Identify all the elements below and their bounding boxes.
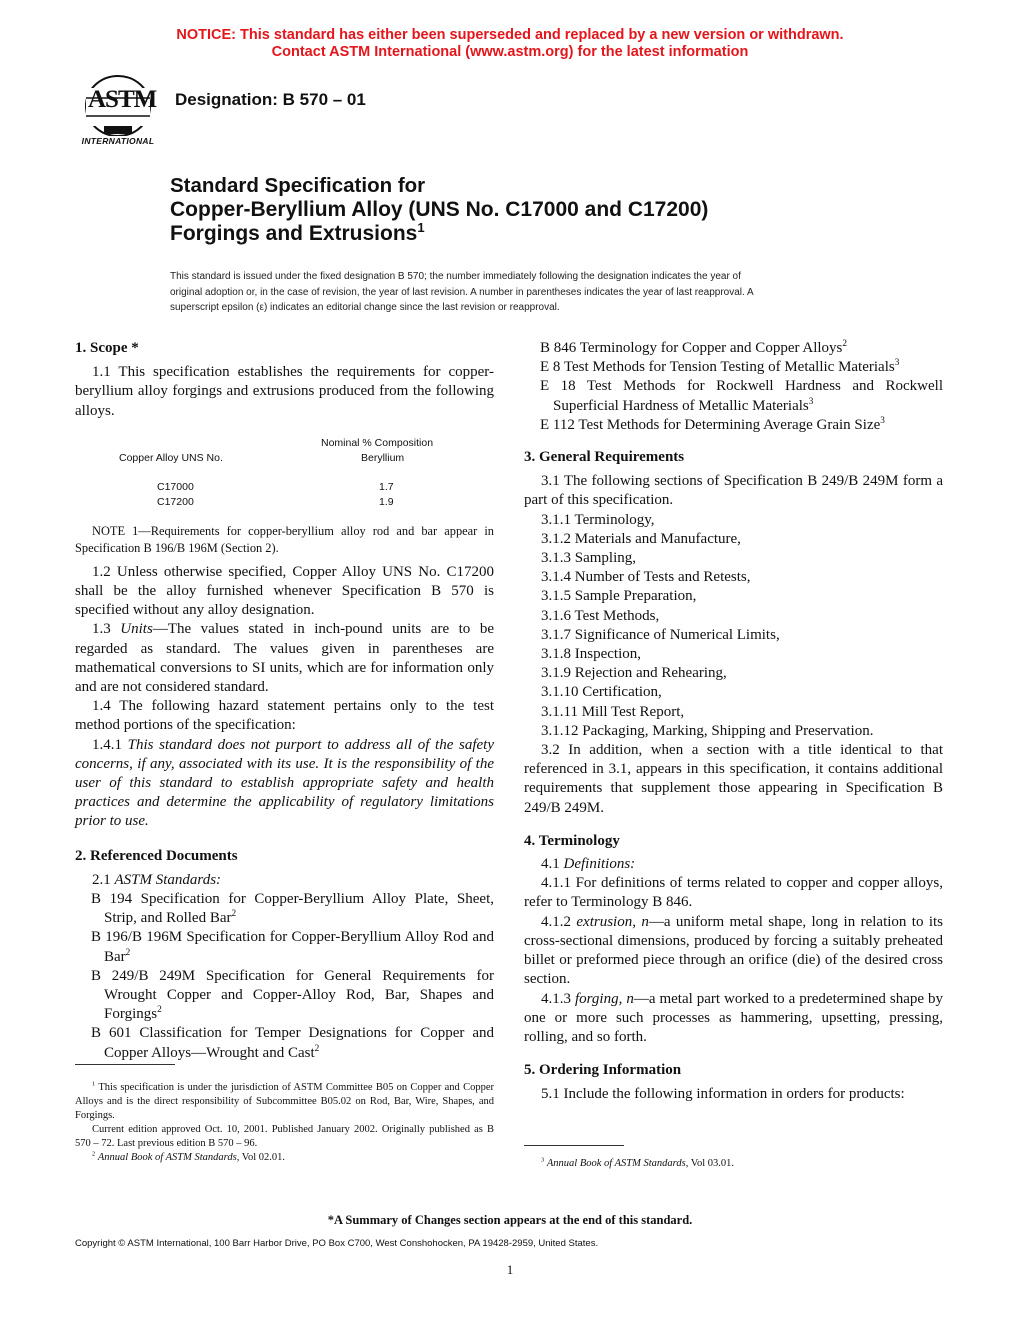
page-number: 1 [506,1262,514,1277]
ref-footnote-mark: 2 [125,947,131,958]
list-item: 3.1.9 Rejection and Rehearing, [541,665,727,682]
ref-footnote-mark: 3 [808,396,814,407]
para-1-4-1 [75,736,494,832]
footnote-rule-left [75,1064,175,1065]
section-1-heading: 1. Scope * [75,340,139,356]
ref-footnote-mark: 2 [157,1005,162,1016]
list-item: 3.1.6 Test Methods, [541,607,660,624]
summary-notice: *A Summary of Changes section appears at the end of this standard. [327,1213,693,1227]
ref-item-text: B 846 Terminology for Copper and Copper Alloys [540,340,843,356]
ref-item-text: B 601 Classification for Temper Designations for Copper and Copper Alloys—Wrought and Cast [91,1025,494,1061]
ref-item [540,377,943,415]
para-1-4-1-num: 1.4.1 [92,736,128,753]
para-5-1: 5.1 Include the following information in orders for products: [541,1086,905,1103]
footnote-2-text: , Vol 02.01. [236,1152,286,1163]
notice-banner [0,27,1020,61]
ref-item [540,339,943,358]
para-1-2: 1.2 Unless otherwise specified, Copper Alloy UNS No. C17200 shall be the alloy furnished whenever Specification B 570 is specified without any alloy designation. [75,563,494,619]
left-footnotes [75,1081,494,1165]
title-line-3 [170,222,708,246]
para-1-3-italic: Units [120,621,153,638]
footnote-3 [524,1157,943,1171]
preface [170,269,860,316]
left-column [75,339,494,1063]
para-4-1-1: 4.1.1 For definitions of terms related to copper and copper alloys, refer to Terminology B 846. [524,875,943,911]
footnote-3-italic: Annual Book of ASTM Standards [546,1158,686,1169]
para-3-1: 3.1 The following sections of Specification B 249/B 249M form a part of this specification. [524,473,943,509]
para-4-1-2-text: —a uniform metal shape, long in relation to its cross-sectional dimensions, produced by forcing a suitably preheated billet or preformed piece through an orifice (die) of the desired cross section. [524,913,943,988]
list-item: 3.1.3 Sampling, [541,550,637,567]
ref-footnote-mark: 2 [842,339,848,349]
ref-footnote-mark: 2 [314,1043,320,1054]
preface-line-1: This standard is issued under the fixed designation B 570; the number immediately following the designation indicates the year of [170,271,741,282]
alloy-table [75,421,494,517]
list-item: 3.1.1 Terminology, [541,511,655,528]
logo-text: ASTM [88,86,157,113]
list-item: 3.1.7 Significance of Numerical Limits, [541,626,780,643]
footnote-2-mark: 2 [92,1150,96,1158]
ref-footnote-mark: 2 [231,909,237,920]
para-1-3-text: —The values stated in inch-pound units are to be regarded as standard. The values given in parentheses are mathematical conversions to SI units, which are for information only and are not considered standard. [75,621,495,696]
section-3-items [524,511,943,741]
ref-item [540,358,943,377]
section-3-heading: 3. General Requirements [524,449,685,466]
table-header-beryllium: Beryllium [361,451,405,464]
notice-line-1: NOTICE: This standard has either been superseded and replaced by a new version or withdrawn. [176,27,844,43]
para-2-1 [75,871,494,890]
para-4-1-3 [524,990,943,1048]
para-4-1 [524,855,943,874]
para-3-2: 3.2 In addition, when a section with a title identical to that referenced in 3.1, appears in this specification, it contains additional requirements that supplement those appearing in Specification B 249/B 249M. [524,742,943,816]
para-4-1-italic: Definitions: [563,856,636,873]
ref-item-text: B 249/B 249M Specification for General Requirements for Wrought Copper and Copper-Alloy Rod, Bar, Shapes and Forgings [91,967,494,1023]
ref-item [91,890,494,928]
para-1-3 [75,620,494,697]
footnote-rule-right [524,1145,624,1146]
para-4-1-3-text: —a metal part worked to a predetermined shape by one or more such processes as hammering, upsetting, pressing, rolling, and so forth. [524,990,943,1045]
title-footnote-mark: 1 [417,220,425,235]
referenced-documents-list [75,890,494,1063]
logo-subtext: INTERNATIONAL [81,136,155,146]
list-item: 3.1.4 Number of Tests and Retests, [541,569,751,586]
copyright: Copyright © ASTM International, 100 Barr Harbor Drive, PO Box C700, West Conshohocken, PA 19428-2959, United States. [75,1238,599,1249]
ref-item-text: E 8 Test Methods for Tension Testing of Metallic Materials [540,359,895,376]
right-column [524,339,943,1105]
ref-item [91,928,494,966]
table-cell-value: 1.7 [379,480,394,493]
table-cell-value: 1.9 [379,495,394,508]
para-2-1-num: 2.1 [92,871,115,888]
para-4-1-2-num: 4.1.2 [541,913,577,930]
preface-line-3: superscript epsilon (ε) indicates an editorial change since the last revision or reapproval. [170,302,560,313]
table-cell-alloy: C17200 [157,495,194,508]
title-line-3-text: Forgings and Extrusions [170,222,418,245]
para-1-3-num: 1.3 [92,621,121,638]
table-header-alloy: Copper Alloy UNS No. [119,451,223,464]
list-item: 3.1.10 Certification, [541,684,662,701]
para-4-1-2-italic: extrusion, n [576,913,649,930]
para-4-1-num: 4.1 [541,856,564,873]
title-line-2: Copper-Beryllium Alloy (UNS No. C17000 and C17200) [170,198,709,221]
footnote-1b: Current edition approved Oct. 10, 2001. Published January 2002. Originally published as B 570 – 72. Last previous edition B 570 – 96. [75,1124,494,1149]
footnote-1-text: This specification is under the jurisdiction of ASTM Committee B05 on Copper and Copper Alloys and is the direct responsibility of Subcommittee B05.02 on Rod, Bar, Wire, Shapes, and Forgings. [75,1082,494,1121]
astm-logo [74,74,162,150]
ref-item-text: E 18 Test Methods for Rockwell Hardness and Rockwell Superficial Hardness of Metallic Materials [540,378,943,414]
notice-line-2: Contact ASTM International (www.astm.org) for the latest information [271,44,749,60]
title-line-1: Standard Specification for [170,174,426,197]
ref-item [540,416,943,435]
designation: Designation: B 570 – 01 [175,90,366,109]
section-2-heading: 2. Referenced Documents [75,847,238,864]
list-item: 3.1.11 Mill Test Report, [541,703,685,720]
ref-item-text: E 112 Test Methods for Determining Average Grain Size [540,416,881,433]
right-footnotes [524,1157,943,1171]
document-title [170,174,708,246]
section-4-heading: 4. Terminology [524,832,620,849]
note-1: NOTE 1—Requirements for copper-beryllium alloy rod and bar appear in Specification B 196/B 196M (Section 2). [75,523,494,555]
table-header-composition: Nominal % Composition [321,436,434,449]
footnote-2-italic: Annual Book of ASTM Standards [97,1152,237,1163]
para-1-1: 1.1 This specification establishes the requirements for copper-beryllium alloy forgings and extrusions produced from the following alloys. [75,364,494,419]
ref-footnote-mark: 3 [894,358,900,369]
footnote-2 [75,1151,494,1165]
para-2-1-italic: ASTM Standards: [114,871,222,888]
section-5-heading: 5. Ordering Information [524,1062,682,1079]
para-4-1-3-italic: forging, n [574,990,634,1007]
para-4-1-2 [524,913,943,990]
ref-item-text: B 194 Specification for Copper-Beryllium Alloy Plate, Sheet, Strip, and Rolled Bar [91,891,494,927]
list-item: 3.1.5 Sample Preparation, [541,588,697,605]
table-cell-alloy: C17000 [157,480,194,493]
ref-item [91,1024,494,1062]
ref-item [91,967,494,1025]
ref-item-text: B 196/B 196M Specification for Copper-Beryllium Alloy Rod and Bar [91,929,494,965]
ref-footnote-mark: 3 [880,415,885,426]
list-item: 3.1.2 Materials and Manufacture, [541,530,741,547]
list-item: 3.1.8 Inspection, [541,646,641,663]
para-4-1-3-num: 4.1.3 [541,990,575,1007]
para-1-4: 1.4 The following hazard statement pertains only to the test method portions of the specification: [75,698,494,734]
list-item: 3.1.12 Packaging, Marking, Shipping and Preservation. [541,722,874,739]
footnote-1 [75,1081,494,1123]
footnote-3-mark: 3 [541,1156,545,1164]
footnote-3-text: , Vol 03.01. [685,1158,735,1169]
para-1-4-1-italic: This standard does not purport to address all of the safety concerns, if any, associated with its use. It is the responsibility of the user of this standard to establish appropriate safety and health practices and determine the applicability of regulatory limitations prior to use. [75,736,495,830]
referenced-documents-list-cont [524,339,943,435]
footnote-1-mark: 1 [92,1080,96,1088]
preface-line-2: original adoption or, in the case of revision, the year of last revision. A number in parentheses indicates the year of last reapproval. A [170,286,754,298]
